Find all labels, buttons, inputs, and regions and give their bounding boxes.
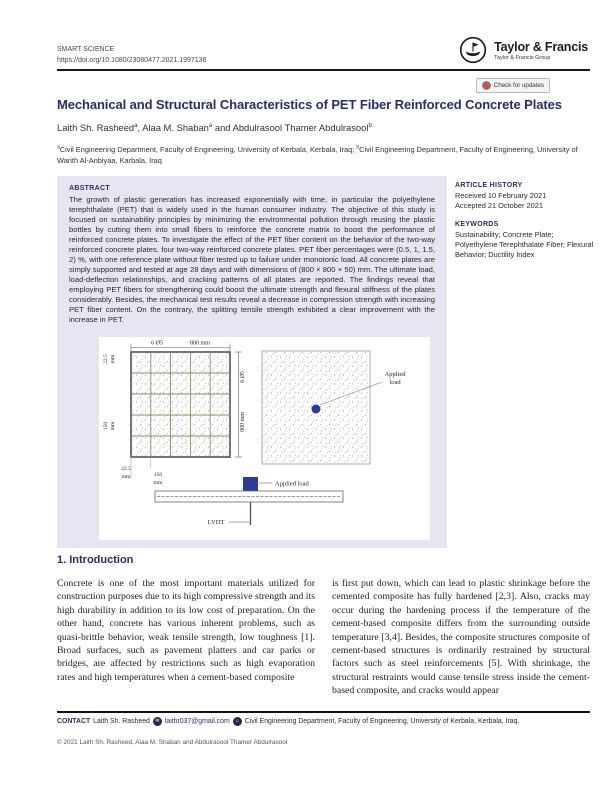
contact-email-link[interactable]: laithr037@gmail.com	[164, 718, 230, 725]
authors-line	[57, 122, 372, 133]
dim-cover-bottom-value: 22.5	[121, 466, 131, 472]
author-3: Abdulrasool Thamer Abdulrasool	[232, 122, 369, 133]
contact-address: Civil Engineering Department, Faculty of Engineering, University of Kerbala, Kerbala, Iraq.	[244, 718, 520, 725]
specimen-figure	[99, 337, 430, 540]
introduction-column-right: is first put down, which can lead to plastic shrinkage before the cemented composite has fully hardened [2,3]. Also, cracks may occur during the hardening process if the temperature of the cement-based composite differs from the surrounding outside temperature [3,4]. Besides, the composite structures composite of cement-based structures is ordinarily restrained by structural factors such as steel reinforcements [5]. With shrinkage, the structural restraints would cause tensile stress inside the cement-based composite, and cracks would appear	[332, 578, 590, 697]
publisher-tagline: Taylor & Francis Group	[494, 54, 551, 61]
accepted-date: Accepted 21 October 2021	[455, 201, 543, 211]
dim-spacing-bottom-value: 150	[153, 472, 163, 478]
author-separator: ,	[137, 122, 143, 133]
doi-link[interactable]: https://doi.org/10.1080/23080477.2021.1997136	[57, 56, 207, 64]
specimen-figure-svg	[99, 337, 430, 540]
applied-load-label-line2: load	[389, 379, 401, 386]
dim-spacing-left-value: 150	[103, 421, 109, 431]
lvdt-label: LVDT	[207, 519, 225, 526]
dim-width-top: 800 mm	[190, 340, 210, 347]
keywords-heading: KEYWORDS	[455, 220, 499, 228]
affiliation-b: Civil Engineering Department, Faculty of Engineering, University of Warith Al-Anbiyaa, Karbala, Iraq	[57, 145, 578, 166]
footer-divider	[57, 711, 590, 713]
article-history-heading: ARTICLE HISTORY	[455, 182, 523, 189]
author-2: Alaa M. Shaban	[142, 122, 209, 133]
introduction-columns	[57, 577, 590, 698]
dim-cover-left-unit: mm	[110, 354, 116, 364]
abstract-text: The growth of plastic generation has increased exponentially with time, in particular the polyethylene terephthalate (PET) that is widely used in the human consumer industry. The objective of this study is focused on sustainability principles by minimizing the environmental pollution through reusing the plastic bottles by cutting them into small fibers to reinforce the concrete matrix to boost the performance of reinforced concrete plates. To investigate the effect of the PET fiber content on the behavior of the two-way reinforced concrete plates, four two-way reinforced concrete plates. PET fiber percentages were (0.5, 1, 1.5, 2) %, with one reference plate without fiber tested up to failure under monotonic load. All concrete plates are simply supported and tested at age 28 days and with dimensions of (800 × 800 × 50) mm. The ultimate load, load-deflection relationships, and cracking patterns of all plates are reported. The findings reveal that employing PET fibers for strengthening could boost the ultimate strength and flexural stiffness of the plates considerably. Besides, the mechanical test results reveal a decrease in compression strength with increasing PET fiber content. On the contrary, the splitting tensile strength exhibited a clear improvement with the increase in PET.	[69, 195, 435, 324]
author-2-affiliation-mark: a	[208, 122, 213, 129]
crossmark-icon	[482, 81, 491, 90]
journal-header	[57, 45, 206, 67]
publisher-name: Taylor & Francis	[494, 39, 588, 54]
author-1-affiliation-mark: a	[134, 122, 138, 129]
dim-width-right: 800 mm	[240, 412, 246, 432]
dim-spacing-bottom-unit: mm	[153, 480, 163, 486]
applied-load-block	[243, 477, 258, 491]
load-point-plate	[262, 351, 382, 464]
header-divider	[57, 69, 590, 71]
received-date: Received 10 February 2021	[455, 191, 547, 200]
top-dimension	[131, 344, 230, 352]
building-icon: ⌂	[233, 717, 242, 726]
taylor-francis-ship-icon	[458, 35, 488, 65]
check-for-updates-button[interactable]	[476, 78, 550, 93]
contact-name: Laith Sh. Rasheed	[93, 718, 150, 725]
section-heading-introduction: 1. Introduction	[57, 554, 134, 566]
dim-bars-top: 6 Ø5	[151, 340, 163, 347]
email-icon: ✉	[153, 717, 162, 726]
introduction-column-left: Concrete is one of the most important materials utilized for construction purposes due to its high compressive strength and its high durability in addition to its low cost of preparation. On the other hand, concrete has various inherent problems, such as quasi-brittle behavior, weak tensile strength, low toughness [1]. Broad surfaces, such as pavement platters and car parks or bridges, are affected by restrictions such as high evaporation rates and high temperatures when a cement-based composite	[57, 578, 315, 683]
author-1: Laith Sh. Rasheed	[57, 122, 135, 133]
author-3-affiliation-mark: b	[368, 122, 372, 129]
check-for-updates-label: Check for updates	[493, 82, 544, 89]
contact-line	[57, 717, 602, 726]
right-dimension	[235, 352, 242, 457]
dim-cover-bottom-unit: mm	[121, 474, 131, 480]
applied-load-label-line1: Applied	[384, 371, 406, 378]
affiliation-a-mark: a	[57, 144, 60, 151]
abstract-heading: ABSTRACT	[69, 185, 110, 192]
contact-label: CONTACT	[57, 718, 91, 725]
bottom-extension-lines	[131, 457, 151, 479]
applied-load-side-label: Applied load	[275, 480, 309, 488]
applied-load-point	[312, 405, 321, 414]
article-info-sidebar	[455, 182, 595, 261]
publisher-wordmark	[494, 40, 588, 61]
side-view	[155, 477, 343, 525]
abstract-panel	[57, 176, 447, 548]
affiliation-b-mark: b	[356, 144, 360, 151]
page-title: Mechanical and Structural Characteristics of PET Fiber Reinforced Concrete Plates	[57, 97, 562, 112]
copyright-line: © 2021 Laith Sh. Rasheed, Alaa M. Shaban and Abdulrasool Thamer Abdulrasool	[57, 739, 288, 746]
publisher-logo	[458, 35, 588, 65]
plan-view-plate	[131, 352, 230, 457]
affiliation-a: Civil Engineering Department, Faculty of Engineering, University of Kerbala, Kerbala, Iraq;	[59, 145, 357, 154]
dim-cover-left-value: 22.5	[103, 354, 109, 364]
keywords-list: Sustainability; Concrete Plate; Polyethylene Terephthalate Fiber; Flexural Behavior; Ductility Index	[455, 229, 594, 260]
journal-name: SMART SCIENCE	[57, 46, 115, 53]
author-separator: and	[212, 122, 233, 133]
dim-spacing-left-unit: mm	[110, 421, 116, 431]
dim-bars-right: 6 Ø5	[240, 371, 246, 383]
affiliations	[57, 144, 597, 166]
